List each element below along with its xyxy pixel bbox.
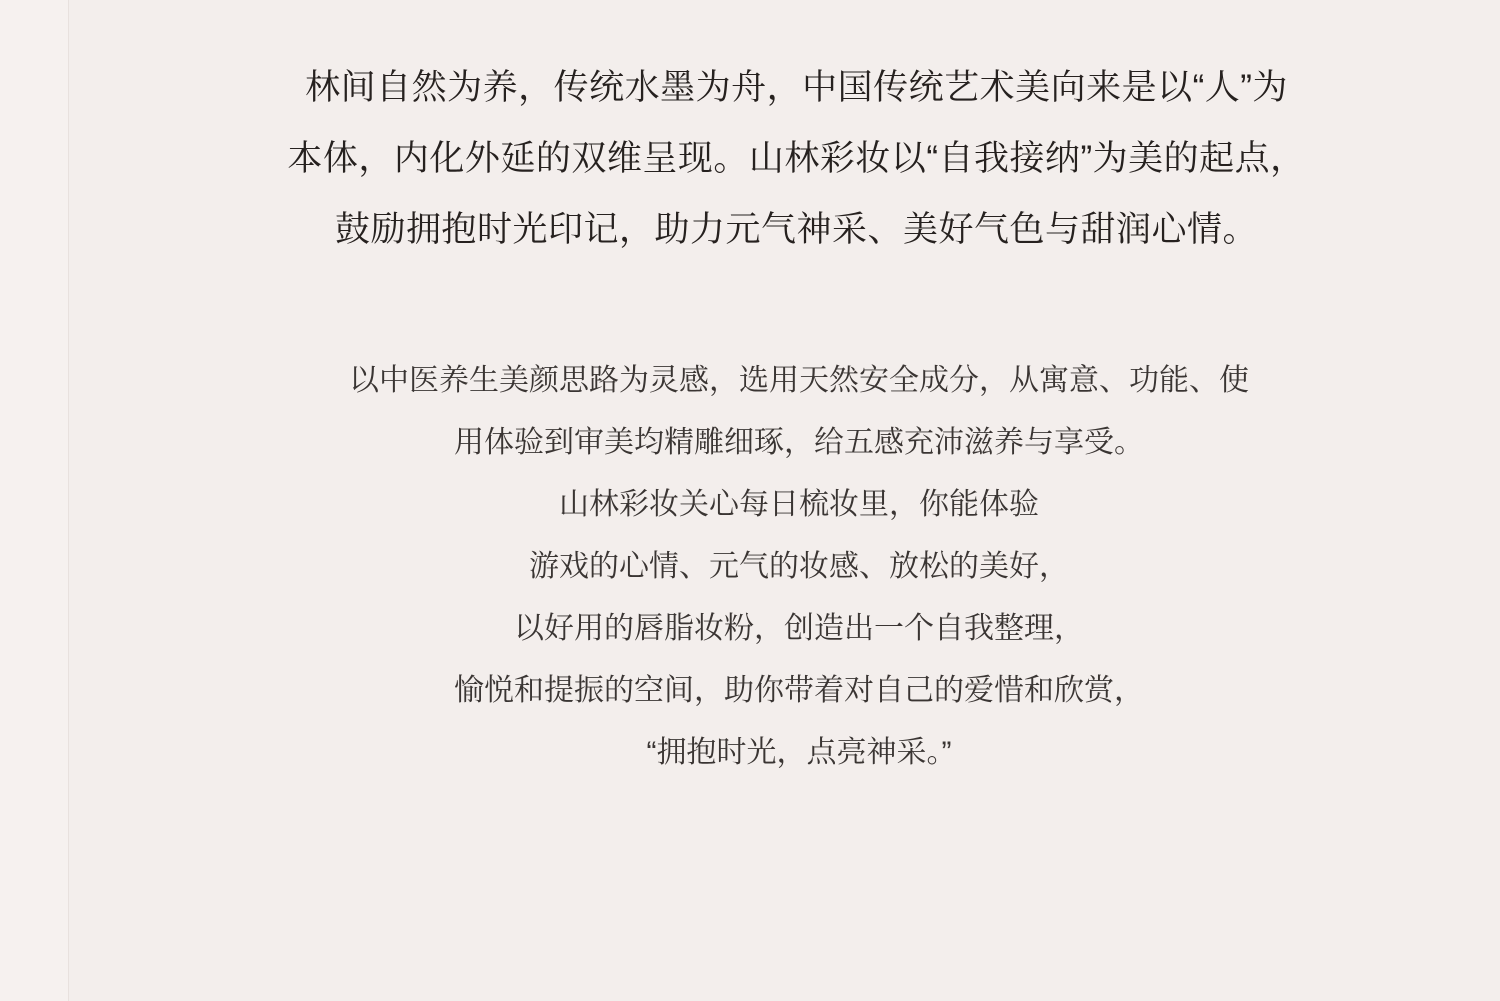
body-line-3: 山林彩妆关心每日梳妆里，你能体验 bbox=[559, 488, 1039, 521]
lead-paragraph bbox=[254, 52, 1339, 265]
body-paragraph bbox=[189, 350, 1409, 784]
body-line-5: 以好用的唇脂妆粉，创造出一个自我整理， bbox=[514, 612, 1084, 645]
lead-line-3: 鼓励拥抱时光印记，助力元气神采、美好气色与甜润心情。 bbox=[334, 210, 1258, 249]
body-line-2: 用体验到审美均精雕细琢，给五感充沛滋养与享受。 bbox=[454, 426, 1144, 459]
left-edge-strip bbox=[0, 0, 68, 1001]
closing-quote: “拥抱时光，点亮神采。” bbox=[646, 736, 952, 769]
body-line-1: 以中医养生美颜思路为灵感，选用天然安全成分，从寓意、功能、使 bbox=[349, 364, 1249, 397]
content-area bbox=[69, 0, 1500, 1001]
lead-line-2: 本体，内化外延的双维呈现。山林彩妆以“自我接纳”为美的起点， bbox=[287, 139, 1306, 178]
body-line-6: 愉悦和提振的空间，助你带着对自己的爱惜和欣赏， bbox=[454, 674, 1144, 707]
lead-line-1: 林间自然为养，传统水墨为舟，中国传统艺术美向来是以“人”为 bbox=[305, 68, 1288, 107]
body-line-4: 游戏的心情、元气的妆感、放松的美好， bbox=[529, 550, 1069, 583]
